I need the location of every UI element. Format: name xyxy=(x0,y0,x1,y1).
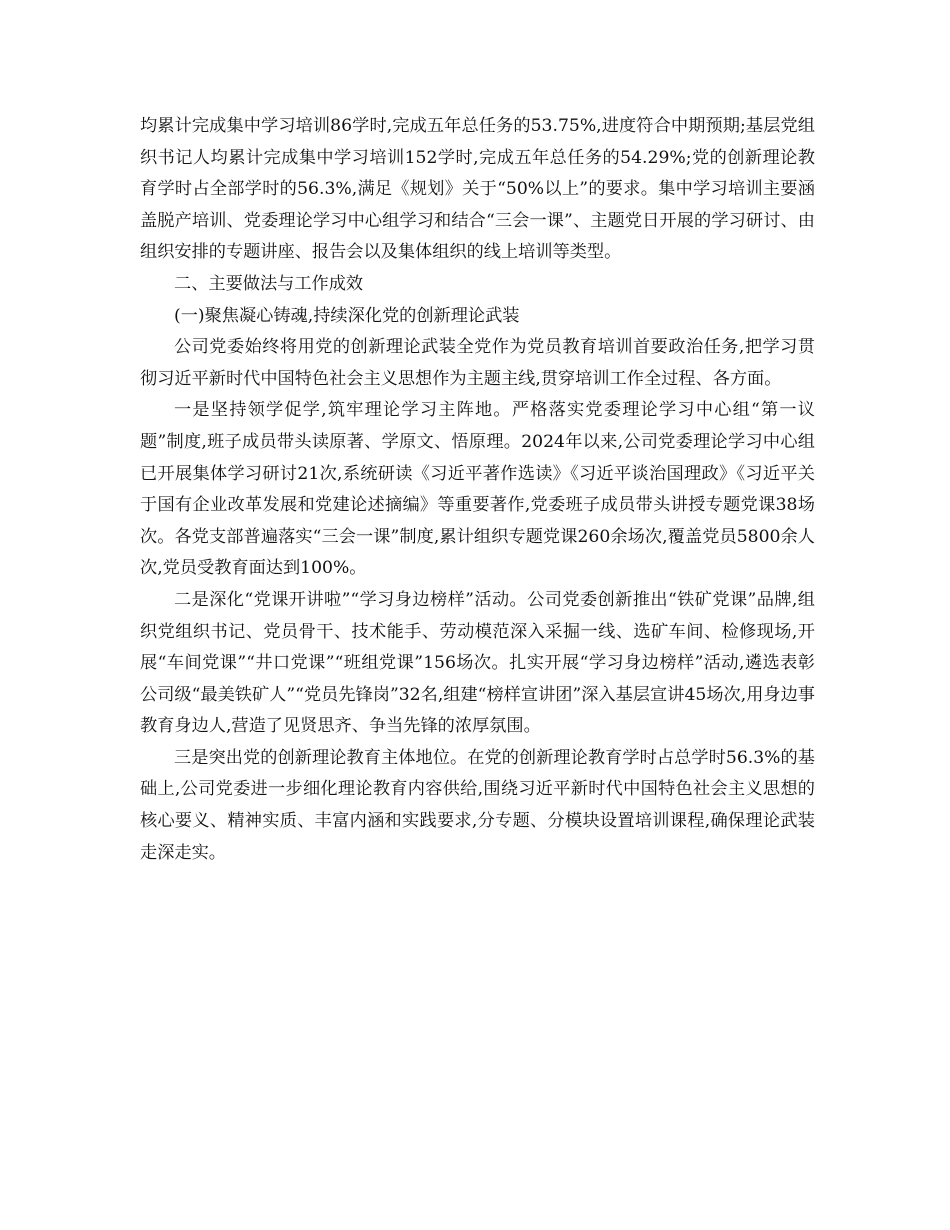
subsection-heading: (一)聚焦凝心铸魂,持续深化党的创新理论武装 xyxy=(174,305,520,326)
overview-paragraph: 公司党委始终将用党的创新理论武装全党作为党员教育培训首要政治任务,把学习贯彻习近平新时代中国特色社会主义思想作为主题主线,贯穿培训工作全过程、各方面。 xyxy=(140,337,815,389)
document-body xyxy=(140,111,815,869)
item-three-paragraph: 三是突出党的创新理论教育主体地位。在党的创新理论教育学时占总学时56.3%的基础上,公司党委进一步细化理论教育内容供给,围绕习近平新时代中国特色社会主义思想的核心要义、精神实质、丰富内涵和实践要求,分专题、分模块设置培训课程,确保理论武装走深走实。 xyxy=(140,747,815,863)
item-two-paragraph: 二是深化“党课开讲啦”“学习身边榜样”活动。公司党委创新推出“铁矿党课”品牌,组织党组织书记、党员骨干、技术能手、劳动模范深入采掘一线、选矿车间、检修现场,开展“车间党课”“井口党课”“班组党课”156场次。扎实开展“学习身边榜样”活动,遴选表彰公司级“最美铁矿人”“党员先锋岗”32名,组建“榜样宣讲团”深入基层宣讲45场次,用身边事教育身边人,营造了见贤思齐、争当先锋的浓厚氛围。 xyxy=(140,589,815,737)
intro-continuation-paragraph: 均累计完成集中学习培训86学时,完成五年总任务的53.75%,进度符合中期预期;基层党组织书记人均累计完成集中学习培训152学时,完成五年总任务的54.29%;党的创新理论教育学时占全部学时的56.3%,满足《规划》关于“50%以上”的要求。集中学习培训主要涵盖脱产培训、党委理论学习中心组学习和结合“三会一课”、主题党日开展的学习研讨、由组织安排的专题讲座、报告会以及集体组织的线上培训等类型。 xyxy=(140,116,815,263)
section-heading: 二、主要做法与工作成效 xyxy=(174,273,364,294)
item-one-paragraph: 一是坚持领学促学,筑牢理论学习主阵地。严格落实党委理论学习中心组“第一议题”制度,班子成员带头读原著、学原文、悟原理。2024年以来,公司党委理论学习中心组已开展集体学习研讨21次,系统研读《习近平著作选读》《习近平谈治国理政》《习近平关于国有企业改革发展和党建论述摘编》等重要著作,党委班子成员带头讲授专题党课38场次。各党支部普遍落实“三会一课”制度,累计组织专题党课260余场次,覆盖党员5800余人次,党员受教育面达到100%。 xyxy=(140,400,815,579)
